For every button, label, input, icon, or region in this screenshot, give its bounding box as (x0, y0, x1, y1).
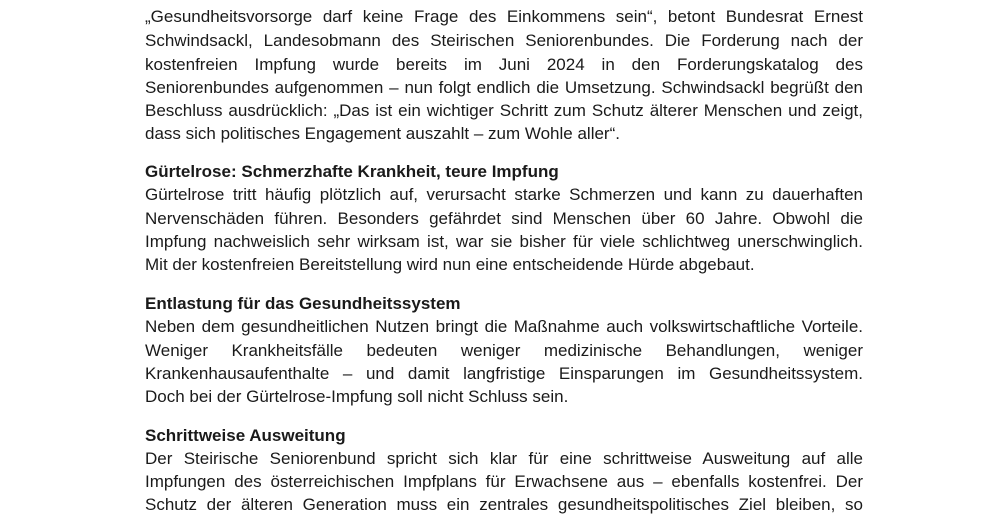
paragraph-line: Krankenhausaufenthalte – und damit langfristige Einsparungen im Gesundheitssystem. (145, 364, 863, 383)
paragraph-line: Gürtelrose tritt häufig plötzlich auf, verursacht starke Schmerzen und kann zu dauerhaften (145, 185, 863, 204)
paragraph-line: Doch bei der Gürtelrose-Impfung soll nicht Schluss sein. (145, 387, 569, 406)
paragraph-line: Weniger Krankheitsfälle bedeuten weniger medizinische Behandlungen, weniger (145, 341, 863, 360)
paragraph-line: Seniorenbundes aufgenommen – nun folgt endlich die Umsetzung. Schwindsackl begrüßt den (145, 78, 863, 97)
paragraph-line: Beschluss ausdrücklich: „Das ist ein wichtiger Schritt zum Schutz älterer Menschen und zeigt, (145, 101, 863, 120)
section-heading: Entlastung für das Gesundheitssystem (145, 294, 461, 313)
paragraph-line: Nervenschäden führen. Besonders gefährdet sind Menschen über 60 Jahre. Obwohl die (145, 209, 863, 228)
paragraph-line: dass sich politisches Engagement auszahlt – zum Wohle aller“. (145, 124, 620, 143)
paragraph-line: Mit der kostenfreien Bereitstellung wird nun eine entscheidende Hürde abgebaut. (145, 255, 755, 274)
paragraph-line: Neben dem gesundheitlichen Nutzen bringt die Maßnahme auch volkswirtschaftliche Vorteile. (145, 317, 863, 336)
paragraph-line: Schutz der älteren Generation muss ein zentrales gesundheitspolitisches Ziel bleiben, so (145, 495, 863, 514)
paragraph-line: Der Steirische Seniorenbund spricht sich klar für eine schrittweise Ausweitung auf alle (145, 449, 863, 468)
section-heading: Schrittweise Ausweitung (145, 426, 346, 445)
paragraph-line: „Gesundheitsvorsorge darf keine Frage des Einkommens sein“, betont Bundesrat Ernest (145, 7, 863, 26)
paragraph-line: kostenfreien Impfung wurde bereits im Juni 2024 in den Forderungskatalog des (145, 55, 863, 74)
paragraph-line: Schwindsackl, Landesobmann des Steirischen Seniorenbundes. Die Forderung nach der (145, 31, 863, 50)
paragraph-line: Impfungen des österreichischen Impfplans für Erwachsene aus – ebenfalls kostenfrei. Der (145, 472, 863, 491)
section-heading: Gürtelrose: Schmerzhafte Krankheit, teure Impfung (145, 162, 559, 181)
paragraph-line: Impfung nachweislich sehr wirksam ist, war sie bisher für viele schlichtweg unerschwinglich. (145, 232, 863, 251)
